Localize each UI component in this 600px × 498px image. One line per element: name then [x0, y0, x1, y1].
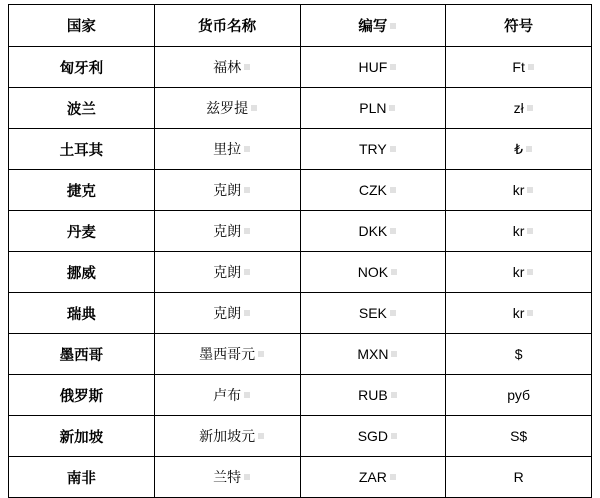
cell-country-label: 墨西哥 [59, 347, 104, 364]
cell-symbol-label: kr [512, 264, 525, 280]
table-row [9, 170, 592, 211]
cell-country-label: 波兰 [66, 101, 96, 118]
cell-code [300, 375, 446, 416]
cell-symbol [446, 457, 592, 498]
cell-currency-name-label: 克朗 [213, 305, 242, 321]
cell-symbol [446, 88, 592, 129]
cell-country [9, 293, 155, 334]
table-header [9, 5, 592, 47]
cell-code-label: ZAR [358, 469, 387, 485]
column-header-currency-name-label: 货币名称 [198, 19, 257, 35]
cell-symbol-label: kr [512, 305, 525, 321]
column-header-symbol-label: 符号 [504, 19, 534, 35]
cell-code-label: MXN [357, 346, 389, 362]
cell-country-label: 捷克 [66, 183, 96, 200]
cell-country-label: 新加坡 [59, 429, 104, 446]
cell-symbol-label: kr [512, 182, 525, 198]
cell-country-label: 匈牙利 [59, 60, 104, 77]
cell-country-label: 南非 [66, 470, 96, 487]
cell-currency-name [154, 211, 300, 252]
table-header-row [9, 5, 592, 47]
cell-symbol-label: $ [514, 346, 523, 362]
cell-symbol [446, 47, 592, 88]
cell-country-label: 土耳其 [59, 142, 104, 159]
cell-currency-name [154, 375, 300, 416]
cell-code-label: SEK [358, 305, 387, 321]
cell-country-label: 瑞典 [66, 306, 96, 323]
table-row [9, 375, 592, 416]
cell-currency-name [154, 293, 300, 334]
cell-currency-name-label: 克朗 [213, 223, 242, 239]
cell-code [300, 293, 446, 334]
column-header-code [300, 5, 446, 47]
cell-country [9, 416, 155, 457]
cell-currency-name [154, 457, 300, 498]
cell-code [300, 47, 446, 88]
cell-code-label: NOK [357, 264, 389, 280]
cell-code-label: TRY [359, 141, 387, 157]
cell-currency-name-label: 兹罗提 [206, 100, 249, 116]
column-header-code-label: 编写 [358, 15, 387, 36]
cell-symbol-label: zł [513, 100, 524, 116]
cell-country [9, 252, 155, 293]
cell-country-label: 俄罗斯 [59, 388, 104, 405]
cell-country [9, 47, 155, 88]
cell-country [9, 375, 155, 416]
cell-currency-name [154, 129, 300, 170]
cell-symbol-label: S$ [510, 428, 528, 444]
cell-currency-name-label: 克朗 [213, 264, 242, 280]
cell-country [9, 211, 155, 252]
cell-code [300, 416, 446, 457]
cell-currency-name [154, 252, 300, 293]
cell-symbol [446, 129, 592, 170]
table-row [9, 457, 592, 498]
table-row [9, 252, 592, 293]
cell-country-label: 挪威 [66, 265, 96, 282]
cell-currency-name-label: 卢布 [213, 387, 242, 403]
cell-code [300, 211, 446, 252]
cell-country [9, 457, 155, 498]
table-row [9, 129, 592, 170]
table-row [9, 416, 592, 457]
cell-currency-name [154, 47, 300, 88]
cell-symbol [446, 170, 592, 211]
cell-code [300, 129, 446, 170]
table-row [9, 211, 592, 252]
cell-symbol [446, 416, 592, 457]
table-row [9, 293, 592, 334]
cell-code-label: PLN [359, 100, 387, 116]
cell-currency-name-label: 里拉 [213, 141, 242, 157]
table-row [9, 334, 592, 375]
cell-symbol [446, 293, 592, 334]
table-body [9, 47, 592, 498]
cell-code [300, 334, 446, 375]
cell-currency-name-label: 克朗 [213, 182, 242, 198]
column-header-country [9, 5, 155, 47]
cell-currency-name-label: 墨西哥元 [199, 346, 256, 362]
cell-symbol-label: kr [512, 223, 525, 239]
column-header-symbol [446, 5, 592, 47]
cell-currency-name-label: 新加坡元 [199, 428, 256, 444]
cell-currency-name [154, 416, 300, 457]
cell-code-label: DKK [358, 223, 388, 239]
cell-code [300, 88, 446, 129]
cell-code-label: HUF [358, 59, 388, 75]
cell-symbol-label: руб [507, 387, 531, 403]
cell-symbol [446, 211, 592, 252]
cell-currency-name-label: 福林 [213, 59, 242, 75]
cell-country-label: 丹麦 [66, 224, 96, 241]
column-header-currency-name [154, 5, 300, 47]
cell-code [300, 457, 446, 498]
cell-code [300, 170, 446, 211]
cell-code-label: RUB [358, 387, 388, 403]
cell-country [9, 170, 155, 211]
cell-symbol-label: Ft [512, 59, 525, 75]
cell-symbol-label: R [513, 469, 524, 485]
column-header-country-label: 国家 [66, 19, 96, 35]
cell-symbol [446, 252, 592, 293]
table-row [9, 88, 592, 129]
currency-table [8, 4, 592, 498]
cell-symbol [446, 334, 592, 375]
cell-currency-name-label: 兰特 [213, 469, 242, 485]
cell-symbol-label: ₺ [514, 140, 524, 157]
cell-country [9, 334, 155, 375]
cell-country [9, 88, 155, 129]
cell-code-label: CZK [358, 182, 387, 198]
cell-code [300, 252, 446, 293]
cell-currency-name [154, 170, 300, 211]
cell-currency-name [154, 334, 300, 375]
cell-currency-name [154, 88, 300, 129]
cell-code-label: SGD [357, 428, 389, 444]
table-row [9, 47, 592, 88]
cell-symbol [446, 375, 592, 416]
cell-country [9, 129, 155, 170]
